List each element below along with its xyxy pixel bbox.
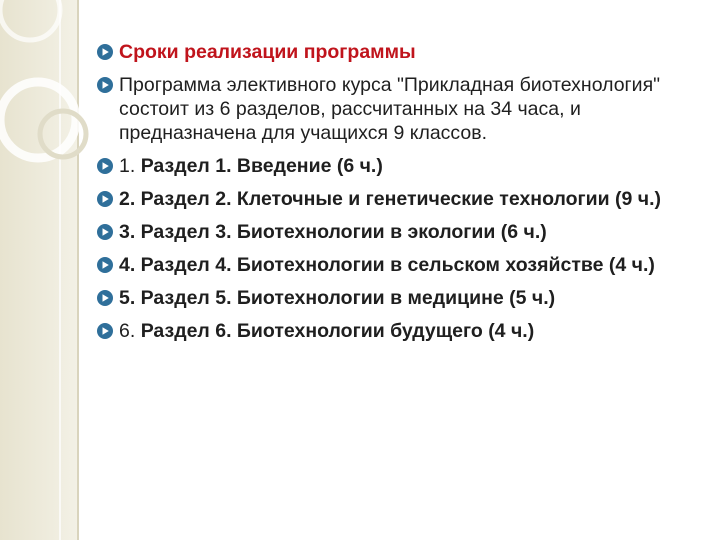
section-text: 5. Раздел 5. Биотехнологии в медицине (5 ч.): [119, 287, 556, 309]
list-item-title: [97, 40, 697, 64]
arrow-bullet-icon: [97, 224, 113, 240]
section-text: Раздел 1. Введение (6 ч.): [140, 155, 383, 177]
list-item-section-6: [97, 319, 697, 343]
arrow-bullet-icon: [97, 191, 113, 207]
program-description: Программа элективного курса "Прикладная биотехнология" состоит из 6 разделов, рассчитанных на 34 часа, и предназначена для учащихся 9 классов.: [119, 74, 661, 144]
list-item-section-3: [97, 220, 697, 244]
section-text: 2. Раздел 2. Клеточные и генетические технологии (9 ч.): [119, 188, 662, 210]
section-text: 4. Раздел 4. Биотехнологии в сельском хозяйстве (4 ч.): [119, 254, 655, 276]
list-item-section-5: [97, 286, 697, 310]
arrow-bullet-icon: [97, 158, 113, 174]
arrow-bullet-icon: [97, 257, 113, 273]
section-prefix: 1.: [119, 155, 141, 177]
section-prefix: 6.: [119, 320, 141, 342]
arrow-bullet-icon: [97, 44, 113, 60]
slide-content: [97, 40, 697, 352]
section-text: 3. Раздел 3. Биотехнологии в экологии (6 ч.): [119, 221, 547, 243]
list-item-section-1: [97, 154, 697, 178]
arrow-bullet-icon: [97, 290, 113, 306]
list-item-section-2: [97, 187, 697, 211]
slide-title: Сроки реализации программы: [119, 41, 416, 63]
section-text: Раздел 6. Биотехнологии будущего (4 ч.): [140, 320, 535, 342]
list-item-section-4: [97, 253, 697, 277]
arrow-bullet-icon: [97, 323, 113, 339]
arrow-bullet-icon: [97, 77, 113, 93]
list-item-description: [97, 73, 697, 145]
